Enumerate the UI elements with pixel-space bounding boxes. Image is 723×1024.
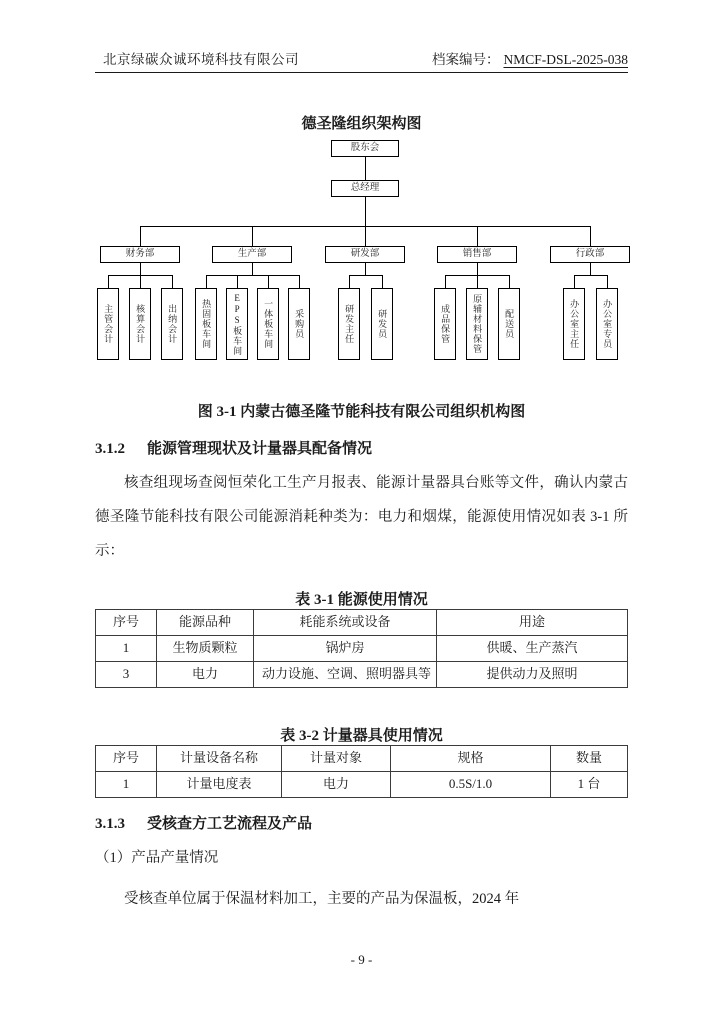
table-31-header-2: 耗能系统或设备 xyxy=(254,610,437,636)
connector xyxy=(140,226,141,246)
paragraph-313: 受核查单位属于保温材料加工，主要的产品为保温板，2024 年 xyxy=(124,891,520,907)
org-node-dept-production: 生产部 xyxy=(212,246,292,263)
table-32-header-4: 数量 xyxy=(551,746,628,772)
table-31-r0c3: 供暖、生产蒸汽 xyxy=(437,635,628,661)
table-32-r0c3: 0.5S/1.0 xyxy=(391,771,551,797)
connector xyxy=(252,263,253,275)
figure-caption: 图 3-1 内蒙古德圣隆节能科技有限公司组织机构图 xyxy=(197,404,526,420)
archive-label: 档案编号： xyxy=(431,52,500,67)
connector xyxy=(140,263,141,275)
connector xyxy=(365,157,366,180)
table-32-header-2: 计量对象 xyxy=(282,746,391,772)
org-leaf-sales-2: 配送员 xyxy=(498,288,520,360)
org-leaf-production-1: EPS板车间 xyxy=(226,288,248,360)
org-leaf-rnd-1: 研发员 xyxy=(371,288,393,360)
table-31-title: 表 3-1 能源使用情况 xyxy=(295,592,428,608)
org-leaf-admin-0: 办公室主任 xyxy=(563,288,585,360)
header-company-name: 北京绿碳众诚环境科技有限公司 xyxy=(103,52,299,67)
page-content xyxy=(95,0,628,1024)
page-header xyxy=(95,48,628,72)
section-title-312: 能源管理现状及计量器具配备情况 xyxy=(147,441,373,457)
table-31-r0c2: 锅炉房 xyxy=(254,635,437,661)
list-item-product-output: （1）产品产量情况 xyxy=(95,850,219,866)
connector xyxy=(365,263,366,275)
table-31-r1c3: 提供动力及照明 xyxy=(437,661,628,687)
connector xyxy=(607,275,608,288)
connector xyxy=(509,275,510,288)
table-31-r1c2: 动力设施、空调、照明器具等 xyxy=(254,661,437,687)
section-number-312: 3.1.2 xyxy=(95,441,125,457)
connector xyxy=(206,275,207,288)
org-leaf-finance-2: 出纳会计 xyxy=(161,288,183,360)
org-leaf-sales-0: 成品保管 xyxy=(434,288,456,360)
org-leaf-finance-1: 核算会计 xyxy=(129,288,151,360)
header-archive xyxy=(432,48,628,68)
section-heading-313 xyxy=(95,812,628,833)
table-31-r0c1: 生物质颗粒 xyxy=(157,635,254,661)
connector xyxy=(365,197,366,226)
connector xyxy=(477,226,478,246)
table-31-header-3: 用途 xyxy=(437,610,628,636)
table-32-r0c1: 计量电度表 xyxy=(157,771,282,797)
org-leaf-admin-1: 办公室专员 xyxy=(596,288,618,360)
connector xyxy=(590,263,591,275)
connector xyxy=(299,275,300,288)
page-number: - 9 - xyxy=(350,952,373,967)
connector xyxy=(349,275,350,288)
table-row-header xyxy=(96,610,628,636)
table-row xyxy=(96,771,628,797)
section-heading-312 xyxy=(95,437,628,458)
connector xyxy=(172,275,173,288)
org-leaf-production-2: 一体板车间 xyxy=(257,288,279,360)
org-node-dept-finance: 财务部 xyxy=(100,246,180,263)
table-row xyxy=(96,661,628,687)
org-node-dept-admin: 行政部 xyxy=(550,246,630,263)
org-leaf-production-0: 热固板车间 xyxy=(195,288,217,360)
table-32-title: 表 3-2 计量器具使用情况 xyxy=(280,728,443,744)
table-32 xyxy=(95,745,628,798)
table-31-header-0: 序号 xyxy=(96,610,157,636)
org-leaf-finance-0: 主管会计 xyxy=(97,288,119,360)
connector xyxy=(445,275,446,288)
table-32-r0c4: 1 台 xyxy=(551,771,628,797)
connector xyxy=(574,275,575,288)
connector xyxy=(382,275,383,288)
org-node-dept-sales: 销售部 xyxy=(437,246,517,263)
connector xyxy=(365,226,366,246)
connector xyxy=(574,275,607,276)
org-node-general-manager: 总经理 xyxy=(331,180,399,197)
table-31-r0c0: 1 xyxy=(96,635,157,661)
connector xyxy=(477,263,478,275)
table-32-header-0: 序号 xyxy=(96,746,157,772)
table-31 xyxy=(95,609,628,688)
org-leaf-sales-1: 原辅材料保管 xyxy=(466,288,488,360)
table-31-header-1: 能源品种 xyxy=(157,610,254,636)
table-31-r1c0: 3 xyxy=(96,661,157,687)
table-32-header-1: 计量设备名称 xyxy=(157,746,282,772)
connector xyxy=(252,226,253,246)
connector xyxy=(590,226,591,246)
table-32-r0c0: 1 xyxy=(96,771,157,797)
table-32-block xyxy=(95,724,628,798)
connector xyxy=(206,275,299,276)
org-node-dept-rnd: 研发部 xyxy=(325,246,405,263)
connector xyxy=(140,275,141,288)
archive-code: NMCF-DSL-2025-038 xyxy=(503,52,628,67)
org-chart-title: 德圣隆组织架构图 xyxy=(301,116,422,132)
header-divider xyxy=(95,72,628,73)
table-32-r0c2: 电力 xyxy=(282,771,391,797)
table-row xyxy=(96,635,628,661)
section-number-313: 3.1.3 xyxy=(95,816,125,832)
table-row-header xyxy=(96,746,628,772)
table-31-block xyxy=(95,588,628,688)
table-31-r1c1: 电力 xyxy=(157,661,254,687)
org-leaf-rnd-0: 研发主任 xyxy=(338,288,360,360)
org-leaf-production-3: 采购员 xyxy=(288,288,310,360)
connector xyxy=(349,275,382,276)
paragraph-312: 核查组现场查阅恒荣化工生产月报表、能源计量器具台账等文件，确认内蒙古德圣隆节能科技有限公司能源消耗种类为：电力和烟煤，能源使用情况如表 3-1 所示： xyxy=(95,475,628,559)
connector xyxy=(108,275,109,288)
connector xyxy=(237,275,238,288)
org-node-shareholders: 股东会 xyxy=(331,140,399,157)
table-32-header-3: 规格 xyxy=(391,746,551,772)
connector xyxy=(477,275,478,288)
connector xyxy=(268,275,269,288)
section-title-313: 受核查方工艺流程及产品 xyxy=(147,816,313,832)
org-chart xyxy=(95,140,628,390)
